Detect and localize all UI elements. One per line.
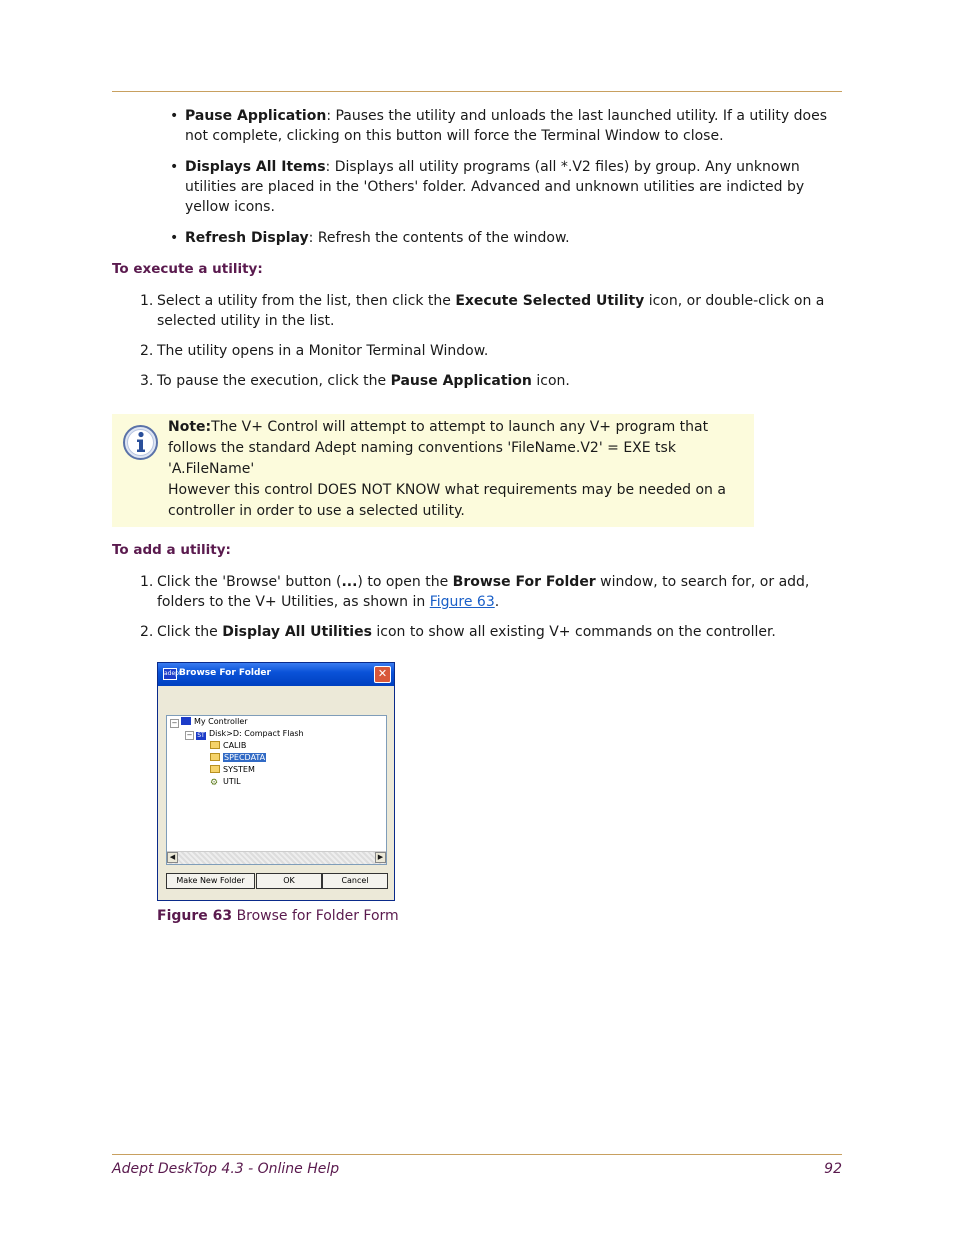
- tree-folder-calib[interactable]: [210, 741, 246, 751]
- folder-icon: [210, 741, 220, 749]
- close-button[interactable]: ✕: [374, 666, 391, 683]
- bullet-text: : Pauses the utility and unloads the last launched utility. If a utility does not complete, clicking on this button will force the Terminal Window to close.: [185, 108, 828, 144]
- info-icon: [122, 424, 159, 461]
- bullet-item: [168, 228, 840, 248]
- bullet-dot: •: [170, 159, 179, 175]
- cancel-button[interactable]: Cancel: [322, 873, 388, 889]
- note-line1: The V+ Control will attempt to attempt to launch any V+ program that follows the standard Adept naming conventions 'FileName.V2' = EXE tsk 'A.FileName': [168, 419, 709, 477]
- add-steps: [138, 572, 838, 652]
- tree-root-label: My Controller: [194, 717, 248, 726]
- note-box: [112, 414, 754, 527]
- bullet-term: Pause Application: [185, 108, 327, 124]
- folder-label-selected: SPECDATA: [224, 753, 266, 762]
- step-text: icon to show all existing V+ commands on the controller.: [371, 624, 776, 640]
- step-number: 1.: [140, 574, 154, 590]
- step-text: Click the: [157, 624, 223, 640]
- browse-for-folder-dialog: [157, 662, 395, 901]
- note-line2: However this control DOES NOT KNOW what requirements may be needed on a controller in order to use a selected utility.: [168, 482, 726, 519]
- bullet-dot: •: [170, 108, 179, 124]
- folder-label: UTIL: [223, 777, 241, 786]
- step-item: [138, 371, 838, 391]
- step-text: window, to search for, or add, folders to the V+ Utilities, as shown in: [157, 574, 810, 610]
- bullet-text: : Refresh the contents of the window.: [308, 230, 570, 246]
- scroll-left-icon[interactable]: ◀: [167, 852, 178, 863]
- bullet-term: Refresh Display: [185, 230, 309, 246]
- bullet-term: Displays All Items: [185, 159, 326, 175]
- folder-tree[interactable]: [166, 715, 387, 865]
- step-text: .: [494, 594, 500, 610]
- tree-folder-system[interactable]: [210, 765, 255, 775]
- header-rule: [112, 91, 842, 92]
- bullet-item: [168, 106, 840, 146]
- tree-node-root[interactable]: [181, 717, 248, 727]
- adept-app-icon: adept: [163, 668, 177, 680]
- bullet-text: : Displays all utility programs (all *.V2 files) by group. Any unknown utilities are placed in the 'Others' folder. Advanced and unknown utilities are indicted by yellow icons.: [185, 159, 805, 215]
- disk-icon: ST: [197, 732, 205, 739]
- folder-icon: [210, 753, 220, 761]
- note-label: Note:: [168, 419, 212, 435]
- dialog-title: Browse For Folder: [179, 668, 271, 678]
- bullet-dot: •: [170, 230, 179, 246]
- footer-title: Adept DeskTop 4.3 - Online Help: [112, 1161, 340, 1177]
- ok-button[interactable]: OK: [256, 873, 322, 889]
- collapse-toggle[interactable]: −: [171, 719, 178, 727]
- wrench-icon: ⚙: [210, 778, 219, 788]
- execute-heading: To execute a utility:: [112, 261, 263, 277]
- scroll-right-icon[interactable]: ▶: [375, 852, 386, 863]
- step-text: Select a utility from the list, then click the: [157, 293, 456, 309]
- make-new-folder-button[interactable]: Make New Folder: [166, 873, 255, 889]
- figure-caption-text: Browse for Folder Form: [236, 908, 399, 924]
- add-heading: To add a utility:: [112, 542, 231, 558]
- horizontal-scrollbar[interactable]: [167, 851, 386, 864]
- tree-folder-util[interactable]: [210, 777, 241, 787]
- figure-label: Figure 63: [157, 908, 233, 924]
- step-number: 2.: [140, 624, 154, 640]
- toolbar-bullet-list: [168, 106, 840, 259]
- step-text: Click the 'Browse' button (: [157, 574, 342, 590]
- note-text: [168, 417, 748, 522]
- bullet-item: [168, 157, 840, 217]
- folder-icon: [210, 765, 220, 773]
- step-number: 1.: [140, 293, 154, 309]
- step-item: [138, 341, 838, 361]
- step-item: [138, 622, 838, 642]
- step-item: [138, 572, 838, 612]
- footer-rule: [112, 1154, 842, 1155]
- controller-icon: [181, 717, 191, 725]
- step-bold: Browse For Folder: [452, 574, 596, 590]
- step-text: The utility opens in a Monitor Terminal Window.: [157, 343, 489, 359]
- tree-folder-specdata[interactable]: [210, 753, 266, 763]
- step-text: icon.: [531, 373, 570, 389]
- step-number: 3.: [140, 373, 154, 389]
- collapse-toggle[interactable]: −: [186, 731, 193, 739]
- figure-63-link[interactable]: Figure 63: [429, 594, 495, 610]
- step-text: icon, or double-click on a selected utility in the list.: [157, 293, 825, 329]
- tree-node-disk[interactable]: [196, 729, 304, 740]
- step-text: To pause the execution, click the: [157, 373, 391, 389]
- step-text: ) to open the: [357, 574, 453, 590]
- step-item: [138, 291, 838, 331]
- step-number: 2.: [140, 343, 154, 359]
- dialog-titlebar[interactable]: [158, 663, 394, 686]
- execute-steps: [138, 291, 838, 401]
- step-bold: Pause Application: [390, 373, 532, 389]
- step-bold: ...: [341, 574, 358, 590]
- tree-disk-label: Disk>D: Compact Flash: [209, 729, 304, 738]
- folder-label: SYSTEM: [223, 765, 255, 774]
- folder-label: CALIB: [223, 741, 247, 750]
- page-number: 92: [824, 1161, 842, 1177]
- step-bold: Execute Selected Utility: [455, 293, 645, 309]
- figure-caption: [157, 908, 399, 924]
- step-bold: Display All Utilities: [222, 624, 372, 640]
